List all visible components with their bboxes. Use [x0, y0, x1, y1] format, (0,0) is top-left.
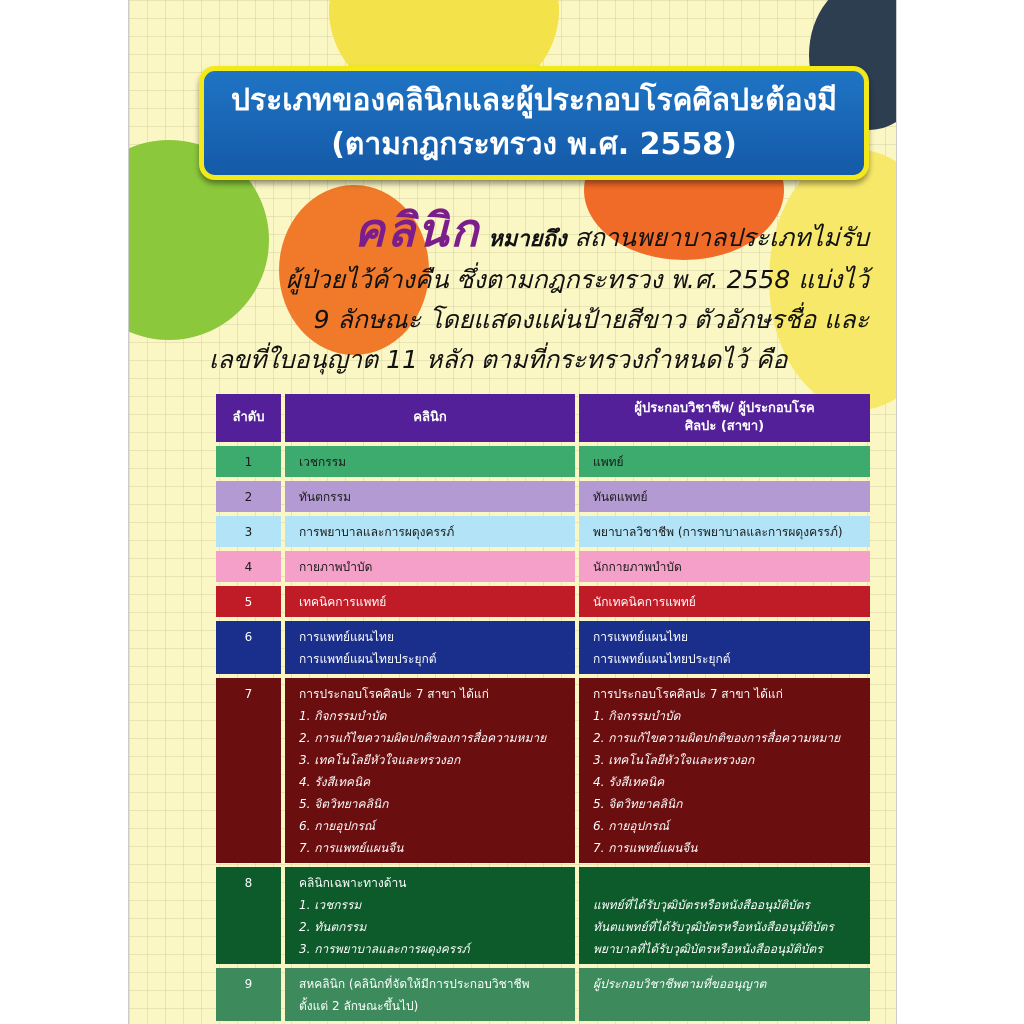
table-row: [216, 678, 870, 863]
header-clinic: คลินิก: [285, 394, 575, 442]
cell-line: การพยาบาลและการผดุงครรภ์: [299, 525, 455, 539]
practitioner-cell: [579, 586, 870, 617]
practitioner-cell: [579, 621, 870, 674]
title-line-1: ประเภทของคลินิกและผู้ประกอบโรคศิลปะต้องมี: [230, 83, 838, 118]
cell-line: ตั้งแต่ 2 ลักษณะขึ้นไป): [299, 999, 419, 1013]
clinic-cell: [285, 621, 575, 674]
cell-line: แพทย์: [593, 455, 624, 469]
header-order: ลำดับ: [216, 394, 281, 442]
cell-line: 6. กายอุปกรณ์: [593, 819, 669, 833]
cell-line: 5. จิตวิทยาคลินิก: [299, 797, 389, 811]
cell-line: 1. กิจกรรมบำบัด: [593, 709, 681, 723]
clinic-table: [216, 394, 870, 1024]
practitioner-cell: [579, 867, 870, 964]
cell-line: การแพทย์แผนไทย: [593, 630, 688, 644]
table-row: [216, 621, 870, 674]
cell-line: ทันตแพทย์ที่ได้รับวุฒิบัตรหรือหนังสืออนุมัติบัตร: [593, 920, 834, 934]
intro-term: คลินิก: [354, 203, 481, 257]
cell-line: นักเทคนิคการแพทย์: [593, 595, 696, 609]
cell-line: 3. เทคโนโลยีหัวใจและทรวงอก: [593, 753, 755, 767]
intro-means: หมายถึง: [488, 227, 567, 252]
cell-line: 2. การแก้ไขความผิดปกติของการสื่อความหมาย: [299, 731, 547, 745]
clinic-cell: [285, 586, 575, 617]
cell-line: พยาบาลวิชาชีพ (การพยาบาลและการผดุงครรภ์): [593, 525, 843, 539]
row-number: 3: [216, 516, 281, 547]
row-number: 2: [216, 481, 281, 512]
clinic-cell: [285, 446, 575, 477]
cell-line: การแพทย์แผนไทยประยุกต์: [593, 652, 731, 666]
clinic-cell: [285, 678, 575, 863]
cell-line: 6. กายอุปกรณ์: [299, 819, 375, 833]
cell-line: 3. การพยาบาลและการผดุงครรภ์: [299, 942, 470, 956]
table-row: [216, 446, 870, 477]
cell-line: นักกายภาพบำบัด: [593, 560, 682, 574]
cell-line: เทคนิคการแพทย์: [299, 595, 387, 609]
cell-line: 5. จิตวิทยาคลินิก: [593, 797, 683, 811]
clinic-cell: [285, 867, 575, 964]
cell-line: ผู้ประกอบวิชาชีพตามที่ขออนุญาต: [593, 977, 767, 991]
cell-line: 7. การแพทย์แผนจีน: [593, 841, 698, 855]
intro-line: เลขที่ใบอนุญาต 11 หลัก ตามที่กระทรวงกำหนดไว้ คือ: [209, 345, 788, 374]
cell-line: 7. การแพทย์แผนจีน: [299, 841, 404, 855]
cell-line: ทันตแพทย์: [593, 490, 648, 504]
clinic-cell: [285, 481, 575, 512]
cell-line: 3. เทคโนโลยีหัวใจและทรวงอก: [299, 753, 461, 767]
clinic-cell: [285, 516, 575, 547]
table-row: [216, 867, 870, 964]
header-practitioner: ผู้ประกอบวิชาชีพ/ ผู้ประกอบโรคศิลปะ (สาขา): [579, 394, 870, 442]
table-row: [216, 968, 870, 1021]
cell-line: การแพทย์แผนไทยประยุกต์: [299, 652, 437, 666]
row-number: 6: [216, 621, 281, 674]
practitioner-cell: [579, 481, 870, 512]
cell-line: [593, 872, 870, 894]
row-number: 5: [216, 586, 281, 617]
table-row: [216, 586, 870, 617]
cell-line: แพทย์ที่ได้รับวุฒิบัตรหรือหนังสืออนุมัติบัตร: [593, 898, 810, 912]
practitioner-cell: [579, 678, 870, 863]
poster: [128, 0, 897, 1024]
cell-line: คลินิกเฉพาะทางด้าน: [299, 876, 407, 890]
cell-line: 2. การแก้ไขความผิดปกติของการสื่อความหมาย: [593, 731, 841, 745]
cell-line: พยาบาลที่ได้รับวุฒิบัตรหรือหนังสืออนุมัติบัตร: [593, 942, 823, 956]
cell-line: ทันตกรรม: [299, 490, 351, 504]
intro-line: สถานพยาบาลประเภทไม่รับ: [574, 223, 869, 252]
table-row: [216, 551, 870, 582]
cell-line: 4. รังสีเทคนิค: [593, 775, 665, 789]
cell-line: การประกอบโรคศิลปะ 7 สาขา ได้แก่: [299, 687, 489, 701]
intro-paragraph: [209, 203, 869, 380]
row-number: 9: [216, 968, 281, 1021]
title-banner: [199, 66, 869, 180]
clinic-cell: [285, 551, 575, 582]
cell-line: สหคลินิก (คลินิกที่จัดให้มีการประกอบวิชาชีพ: [299, 977, 530, 991]
clinic-cell: [285, 968, 575, 1021]
cell-line: การแพทย์แผนไทย: [299, 630, 394, 644]
practitioner-cell: [579, 551, 870, 582]
cell-line: 4. รังสีเทคนิค: [299, 775, 371, 789]
table-header: [216, 394, 870, 442]
intro-line: ผู้ป่วยไว้ค้างคืน ซึ่งตามกฎกระทรวง พ.ศ. 2558 แบ่งไว้: [285, 265, 869, 294]
cell-line: 1. เวชกรรม: [299, 898, 362, 912]
row-number: 8: [216, 867, 281, 964]
row-number: 7: [216, 678, 281, 863]
table-row: [216, 481, 870, 512]
cell-line: 2. ทันตกรรม: [299, 920, 367, 934]
practitioner-cell: [579, 446, 870, 477]
row-number: 1: [216, 446, 281, 477]
cell-line: กายภาพบำบัด: [299, 560, 373, 574]
row-number: 4: [216, 551, 281, 582]
title-line-2: (ตามกฎกระทรวง พ.ศ. 2558): [331, 127, 737, 162]
practitioner-cell: [579, 968, 870, 1021]
intro-line: 9 ลักษณะ โดยแสดงแผ่นป้ายสีขาว ตัวอักษรชื่อ และ: [313, 305, 869, 334]
practitioner-cell: [579, 516, 870, 547]
table-row: [216, 516, 870, 547]
cell-line: 1. กิจกรรมบำบัด: [299, 709, 387, 723]
cell-line: การประกอบโรคศิลปะ 7 สาขา ได้แก่: [593, 687, 783, 701]
cell-line: เวชกรรม: [299, 455, 347, 469]
